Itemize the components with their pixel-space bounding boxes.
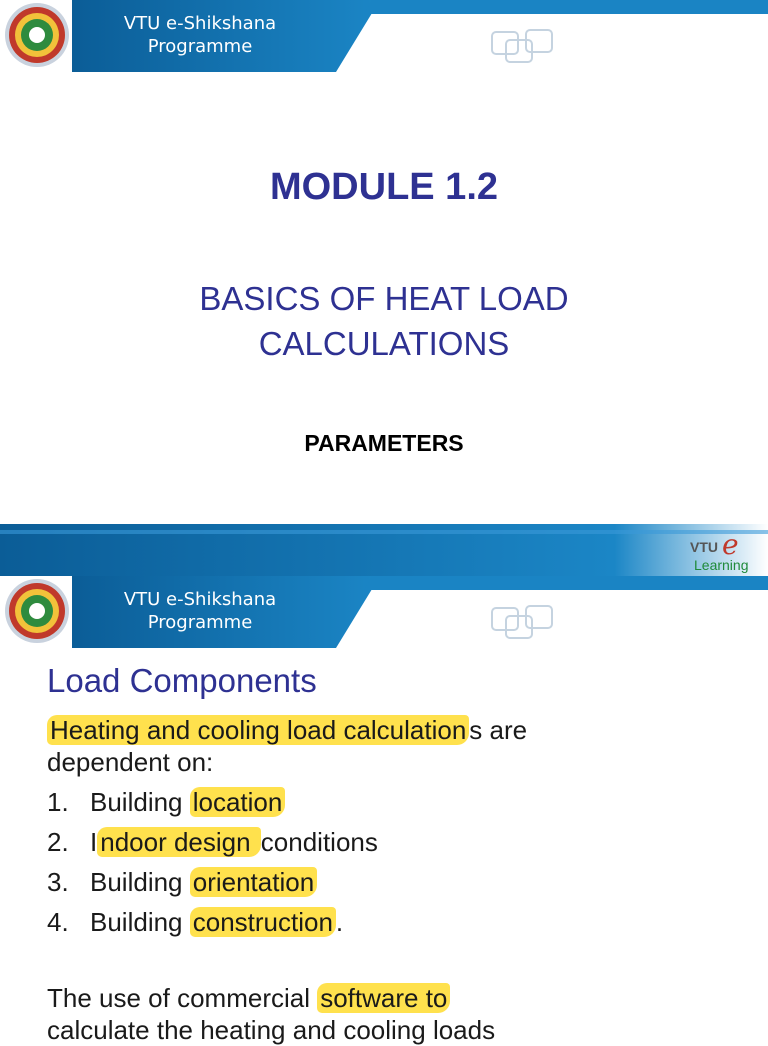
slide-header xyxy=(0,576,768,648)
svg-text:VTU: VTU xyxy=(690,539,718,555)
list-item xyxy=(47,862,378,902)
header-title-line1: VTU e-Shikshana xyxy=(123,589,277,610)
intro-line2: dependent on: xyxy=(47,747,214,777)
svg-text:Learning: Learning xyxy=(694,557,749,573)
list-item xyxy=(47,782,378,822)
vtu-emblem-logo xyxy=(4,2,70,68)
slide-heading: Load Components xyxy=(47,662,317,699)
subtitle-line2: CALCULATIONS xyxy=(258,325,510,362)
para-line1 xyxy=(47,982,495,1014)
slide-header xyxy=(0,0,768,72)
software-paragraph xyxy=(47,982,495,1046)
module-title: MODULE 1.2 xyxy=(269,166,499,208)
header-title xyxy=(106,12,294,58)
list-item xyxy=(47,822,378,862)
item-number: 2. xyxy=(47,827,69,857)
header-title-line2: Programme xyxy=(147,36,253,57)
list-item xyxy=(47,902,378,942)
item-text-post: . xyxy=(335,907,344,937)
header-title-line1: VTU e-Shikshana xyxy=(123,13,277,34)
item-highlight: ndoor design xyxy=(97,827,261,857)
intro-rest: s are xyxy=(469,715,528,745)
parameters-label: PARAMETERS xyxy=(304,430,464,456)
vtu-elearning-logo xyxy=(688,528,760,574)
item-text-post: conditions xyxy=(260,827,378,857)
item-text: Building xyxy=(90,907,190,937)
item-highlight: construction xyxy=(190,907,336,937)
subtitle-line1: BASICS OF HEAT LOAD xyxy=(199,280,569,317)
intro-highlight: Heating and cooling load calculation xyxy=(47,715,469,745)
item-number: 4. xyxy=(47,907,69,937)
slide-subtitle xyxy=(0,276,768,366)
para-line2: calculate the heating and cooling loads xyxy=(47,1015,496,1045)
dependency-list xyxy=(47,782,378,942)
footer-banner xyxy=(0,524,768,576)
item-highlight: orientation xyxy=(190,867,317,897)
item-text: I xyxy=(90,827,98,857)
item-text: Building xyxy=(90,787,190,817)
item-text: Building xyxy=(90,867,190,897)
item-number: 3. xyxy=(47,867,69,897)
vtu-emblem-logo xyxy=(4,578,70,644)
windows-decor-icon xyxy=(488,26,560,70)
svg-text:e: e xyxy=(722,528,739,561)
intro-line1 xyxy=(47,714,527,746)
para-highlight: software to xyxy=(317,983,450,1013)
item-number: 1. xyxy=(47,787,69,817)
slide-2 xyxy=(0,576,768,1045)
intro-text xyxy=(47,714,527,778)
item-highlight: location xyxy=(190,787,286,817)
header-title xyxy=(106,588,294,634)
header-title-line2: Programme xyxy=(147,612,253,633)
para-text: The use of commercial xyxy=(47,983,318,1013)
windows-decor-icon xyxy=(488,602,560,646)
